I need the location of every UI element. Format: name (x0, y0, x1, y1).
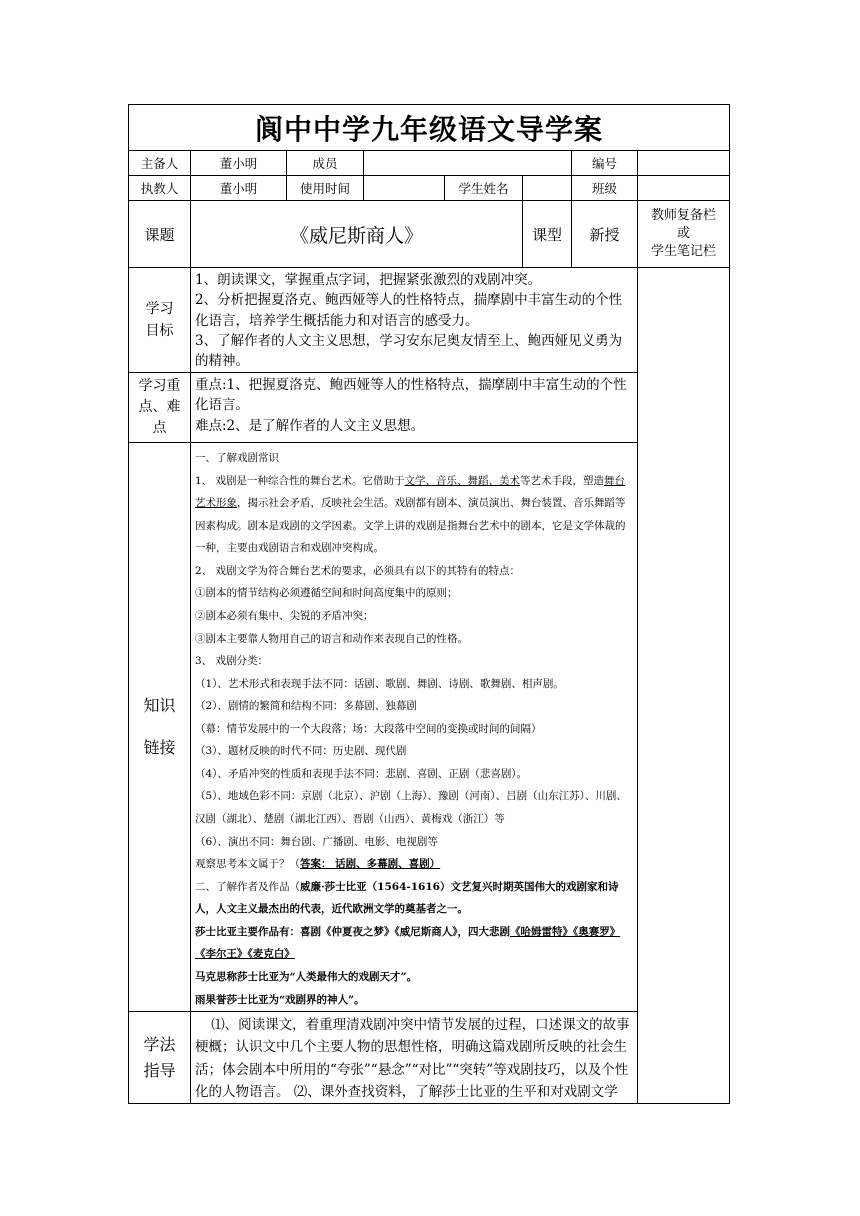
goal-item: 2、分析把握夏洛克、鲍西娅等人的性格特点，揣摩剧中丰富生动的个性化语言，培养学生概括能力和对语言的感受力。 (195, 292, 623, 329)
method-label (129, 1012, 191, 1104)
paragraph: 2、 戏剧文学为符合舞台艺术的要求，必须具有以下的其特有的特点： (195, 564, 521, 577)
knowledge-label-line: 链接 (143, 738, 176, 758)
method-guidance: ⑴、阅读课文，着重理清戏剧冲突中情节发展的过程，口述课文的故事梗概；认识文中几个主要人物的思想性格，明确这篇戏剧所反映的社会生活；体会剧本中所用的“夸张”“悬念”“对比”“突转”等戏剧技巧，以及个性化的人物语言。 ⑵、课外查找资料，了解莎士比亚的生平和对戏剧文学 (191, 1012, 638, 1104)
notes-header-line: 学生笔记栏 (651, 244, 717, 260)
members-value[interactable] (364, 151, 572, 176)
list-item: （5）、地域色彩不同：京剧（北京）、沪剧（上海）、豫剧（河南）、吕剧（山东江苏）、川剧、汉剧（湖北）、楚剧（湖北江西）、晋剧（山西）、黄梅戏（浙江）等 (195, 790, 627, 825)
student-name-label: 学生姓名 (445, 176, 523, 201)
paragraph: 雨果誉莎士比亚为“戏剧界的神人”。 (195, 993, 365, 1006)
goals-label-line: 学习 (145, 300, 174, 317)
list-item: ③剧本主要靠人物用自己的语言和动作来表现自己的性格。 (195, 632, 468, 645)
list-item: （1）、艺术形式和表现手法不同：话剧、歌剧、舞剧、诗剧、歌舞剧、相声剧。 (195, 677, 564, 690)
class-label: 班级 (572, 176, 638, 201)
goal-item: 3、了解作者的人文主义思想，学习安东尼奥友情至上、鲍西娅见义勇为的精神。 (195, 332, 623, 369)
list-item: ①剧本的情节结构必须遵循空间和时间高度集中的原则； (195, 587, 458, 600)
knowledge-label-line: 知识 (143, 696, 176, 716)
notes-header-line: 教师复备栏 (651, 207, 717, 223)
lesson-type: 新授 (572, 201, 638, 268)
study-guide-sheet (128, 104, 729, 1104)
question: 观察思考本文属于？（答案： 话剧、多幕剧、喜剧） (195, 858, 441, 871)
paragraph: 二、了解作者及作品（威廉·莎士比亚（1564-1616）文艺复兴时期英国伟大的戏剧家和诗人，人文主义最杰出的代表，近代欧洲文学的奠基者之一。 (195, 880, 619, 916)
knowledge-label (129, 443, 191, 1012)
list-item: （3）、题材反映的时代不同：历史剧、现代剧 (195, 745, 407, 758)
key-points-label-line: 学习重 (138, 378, 181, 394)
goals-label-line: 目标 (145, 323, 174, 339)
learning-goals (191, 268, 638, 373)
list-item: （6）、演出不同：舞台剧、广播剧、电影、电视剧等 (195, 835, 438, 848)
key-points (191, 373, 638, 443)
usage-time-value[interactable] (364, 176, 445, 201)
list-item: （4）、矛盾冲突的性质和表现手法不同：悲剧、喜剧、正剧（悲喜剧）。 (195, 767, 528, 780)
paragraph: 1、 戏剧是一种综合性的舞台艺术。它借助于文学、音乐、舞蹈、美术等艺术手段，塑造舞台艺术形象，揭示社会矛盾，反映社会生活。戏剧都有剧本、演员演出、舞台装置、音乐舞蹈等因素构成。剧本是戏剧的文学因素。文学上讲的戏剧是指舞台艺术中的剧本，它是文学体裁的一种，主要由戏剧语言和戏剧冲突构成。 (195, 474, 626, 555)
lesson-topic: 《威尼斯商人》 (191, 201, 523, 268)
goals-label (129, 268, 191, 373)
usage-time-label: 使用时间 (287, 176, 364, 201)
student-name-value[interactable] (523, 176, 572, 201)
topic-label: 课题 (129, 201, 191, 268)
preparer-value: 董小明 (191, 151, 287, 176)
method-label-line: 学法 (143, 1035, 176, 1054)
notes-column-header (638, 201, 730, 268)
teacher-value: 董小明 (191, 176, 287, 201)
paragraph: 3、 戏剧分类： (195, 655, 269, 668)
list-item: （幕：情节发展中的一个大段落；场：大段落中空间的变换或时间的间隔） (195, 722, 542, 735)
section-heading: 一、了解戏剧常识 (195, 452, 279, 464)
lesson-type-label: 课型 (523, 201, 572, 268)
list-item: ②剧本必须有集中、尖锐的矛盾冲突； (195, 609, 374, 622)
preparer-label: 主备人 (129, 151, 191, 176)
class-value[interactable] (638, 176, 730, 201)
key-points-label-line: 点 (152, 420, 167, 436)
teacher-label: 执教人 (129, 176, 191, 201)
key-point: 重点:1、把握夏洛克、鲍西娅等人的性格特点，揣摩剧中丰富生动的个性化语言。 (195, 377, 627, 414)
goal-item: 1、朗读课文，掌握重点字词，把握紧张激烈的戏剧冲突。 (195, 272, 542, 288)
number-value[interactable] (638, 151, 730, 176)
notes-header-line: 或 (677, 225, 691, 241)
members-label: 成员 (287, 151, 364, 176)
study-guide-table (128, 104, 730, 1104)
page-title: 阆中中学九年级语文导学案 (129, 105, 730, 151)
key-points-label-line: 点、难 (138, 399, 181, 415)
paragraph: 马克思称莎士比亚为“人类最伟大的戏剧天才”。 (195, 970, 418, 983)
notes-column[interactable] (638, 268, 730, 1104)
number-label: 编号 (572, 151, 638, 176)
list-item: （2）、剧情的繁简和结构不同：多幕剧、独幕剧 (195, 700, 417, 713)
key-points-label (129, 373, 191, 443)
knowledge-links (191, 443, 638, 1012)
paragraph: 莎士比亚主要作品有：喜剧《仲夏夜之梦》《威尼斯商人》，四大悲剧《哈姆雷特》《奥赛罗》《李尔王》《麦克白》 (195, 925, 621, 961)
difficult-point: 难点:2、是了解作者的人文主义思想。 (195, 417, 425, 434)
method-label-line: 指导 (143, 1060, 176, 1080)
